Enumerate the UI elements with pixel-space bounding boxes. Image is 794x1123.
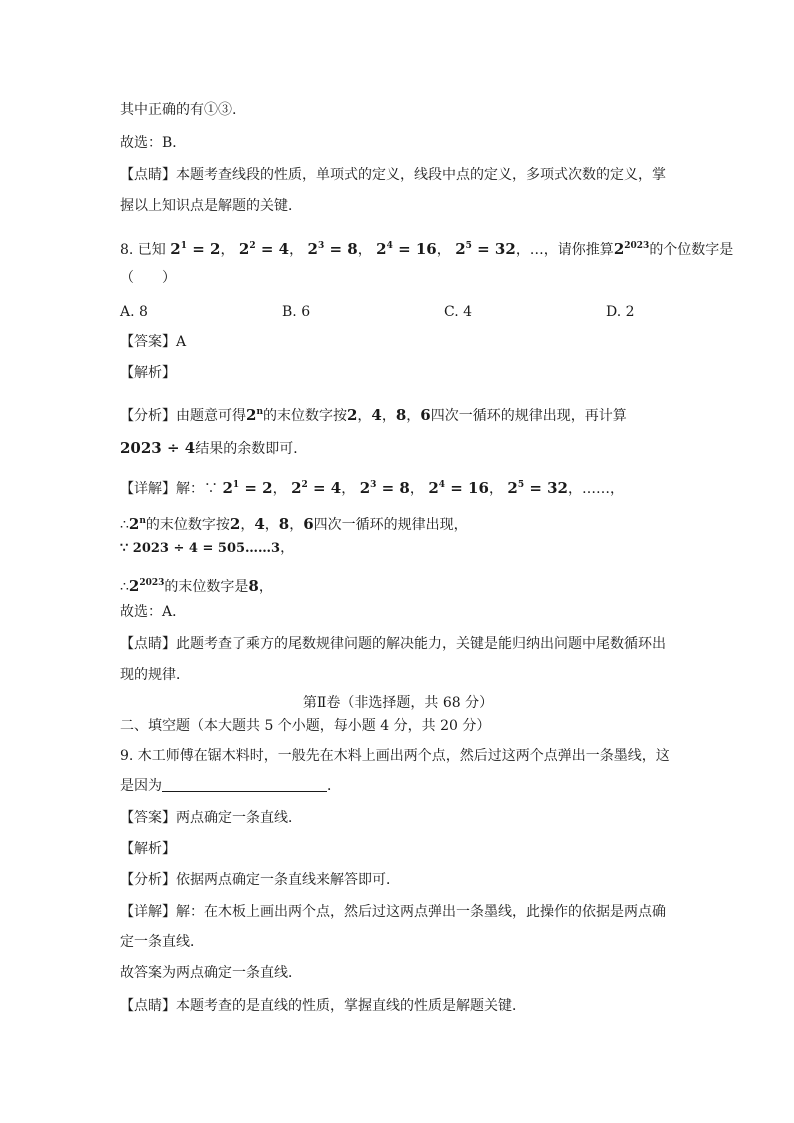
option-b: B. 6 [282, 304, 311, 320]
q8-xiangjie-line4: $\therefore 2^{2023}$的末位数字是8， [120, 577, 273, 595]
text-line: 【点睛】本题考查的是直线的性质，掌握直线的性质是解题关键． [120, 998, 526, 1014]
q8-xiangjie-line2: ∴2$^n$的末位数字按2，4，8，6四次一循环的规律出现， [120, 515, 468, 533]
math-expr: $2^2 = 4$ [238, 240, 290, 258]
section-heading: 二、填空题（本大题共 5 个小题，每小题 4 分，共 20 分） [120, 718, 491, 734]
option-a: A. 8 [120, 304, 148, 320]
text-line: 现的规律． [120, 667, 190, 683]
text-line: 握以上知识点是解题的关键． [120, 198, 302, 214]
analysis-label: 【解析】 [120, 841, 176, 857]
q8-xiangjie-line3: ∵ 2023 ÷ 4 = 505……3， [120, 540, 295, 556]
text-line: 【分析】依据两点确定一条直线来解答即可． [120, 872, 400, 888]
text-line: 【点睛】此题考查了乘方的尾数规律问题的解决能力，关键是能归纳出问题中尾数循环出 [120, 636, 666, 652]
text-line: 定一条直线． [120, 934, 204, 950]
answer-label: 【答案】A [120, 334, 187, 350]
question-8-stem: 8. 已知 $2^1 = 2$， $2^2 = 4$， $2^3 = 8$， $2^4 = 16$， $2^5 = 32$，…，请你推算$2^{2023}$的个位数字是 [120, 240, 734, 258]
text-line: 9. 木工师傅在锯木料时，一般先在木料上画出两个点，然后过这两个点弹出一条墨线，这 [120, 748, 670, 764]
answer-label: 【答案】两点确定一条直线． [120, 810, 302, 826]
q8-number: 8. 已知 [120, 242, 166, 258]
volume-heading: 第Ⅱ卷（非选择题，共 68 分） [302, 695, 494, 711]
text-line: 其中正确的有①③. [120, 102, 237, 118]
option-c: C. 4 [444, 304, 473, 320]
math-expr: $2^1 = 2$ [170, 240, 221, 258]
answer-blank [162, 777, 327, 792]
text-line: 【详解】解：在木板上画出两个点，然后过这两点弹出一条墨线，此操作的依据是两点确 [120, 904, 666, 920]
text-line: 故答案为两点确定一条直线． [120, 965, 302, 981]
q8-fenxi-line1: 【分析】由题意可得2$^n$的末位数字按2，4，8，6四次一循环的规律出现，再计算 [120, 406, 627, 424]
math-expr: $2^3 = 8$ [307, 240, 358, 258]
q8-options [120, 302, 680, 322]
math-expr: $2^{2023}$ [613, 240, 650, 258]
q8-fenxi-line2: 2023 ÷ 4结果的余数即可． [120, 439, 308, 457]
q8-xiangjie-line1: 【详解】解：∵ $2^1 = 2$， $2^2 = 4$， $2^3 = 8$， $2^4 = 16$， $2^5 = 32$，……， [120, 479, 624, 497]
text-line: 故选：A． [120, 604, 187, 620]
q8-paren: （ ） [120, 270, 176, 286]
math-expr: $2^5 = 32$ [455, 240, 516, 258]
text-line: 【点睛】本题考查线段的性质，单项式的定义，线段中点的定义，多项式次数的定义，掌 [120, 167, 666, 183]
math-expr: $2^4 = 16$ [376, 240, 437, 258]
analysis-label: 【解析】 [120, 365, 176, 381]
text-line: 故选：B． [120, 135, 187, 151]
q9-line2: 是因为 ． [120, 778, 341, 794]
option-d: D. 2 [606, 304, 635, 320]
